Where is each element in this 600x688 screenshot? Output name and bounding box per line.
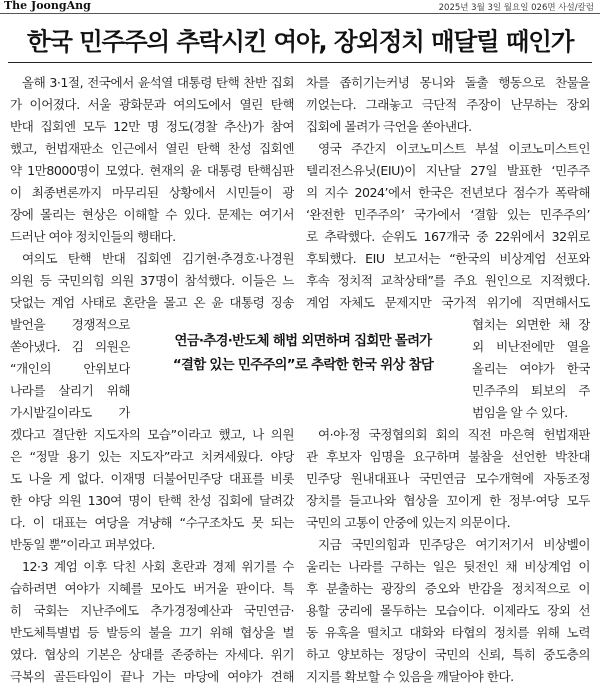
body-line: 하고 양보하는 정당이 국민의 신뢰, 특히 중도층의 [306, 647, 590, 662]
body-line: 닷없는 계엄 사태로 혼란을 몰고 온 윤 대통령 징송 [10, 295, 294, 310]
body-line: 영국 주간지 이코노미스트 부설 이코노미스트인 [318, 141, 590, 156]
body-line: 이 최종변론까지 마무리된 상황에서 시민들이 광 [10, 185, 294, 200]
body-line: 반동일 뿐”이라고 퍼부었다. [10, 537, 155, 552]
body-line: 히 국회는 지난주에도 추가경정예산과 국민연금· [10, 603, 294, 618]
body-line: 텔리전스유닛(EIU)이 지난달 27일 발표한 ‘민주주 [306, 163, 590, 178]
body-line: 끼얹는다. 그래놓고 극단적 주장이 난무하는 장외 [306, 97, 590, 112]
body-line: 협치는 외면한 채 장 [472, 317, 590, 332]
body-line: 올해 3·1절, 전국에서 윤석열 대통령 탄핵 찬반 집회 [22, 75, 294, 90]
body-line: 집회에 몰려가 극언을 쏟아낸다. [306, 119, 472, 134]
body-line: 국민의 고통이 안중에 있는지 의문이다. [306, 515, 511, 530]
body-line: 올리는 여야가 한국 [472, 361, 590, 376]
body-line: 약 1만8000명이 모였다. 현재의 윤 대통령 탄핵심판 [10, 163, 294, 178]
body-line: 겠다고 결단한 지도자의 모습”이라고 했고, 나 의원 [10, 427, 294, 442]
body-line: 발언을 경쟁적으로 [10, 317, 130, 332]
body-line: 여·야·정 국정협의회 회의 직전 마은혁 헌법재판 [318, 427, 590, 442]
body-line: 반도체특별법 등 발등의 불을 끄기 위해 협상을 벌 [10, 625, 294, 640]
body-line: ‘완전한 민주주의’ 국가에서 ‘결함 있는 민주주의’ [306, 207, 590, 222]
headline-rule [8, 62, 592, 63]
body-line: 했고, 헌법재판소 인근에서 열린 탄핵 찬성 집회엔 [10, 141, 294, 156]
editorial-headline: 한국 민주주의 추락시킨 여야, 장외정치 매달릴 때인가 [26, 27, 574, 56]
body-line: 민주당 원내대표나 국민연금 모수개혁에 자동조정 [306, 471, 590, 486]
body-line: 계엄 자체도 문제지만 국가적 위기에 직면해서도 [306, 295, 590, 310]
body-line: 용할 궁리에 몰두하는 모습이다. 이제라도 장외 선 [306, 603, 590, 618]
body-line: 의 지수 2024’에서 한국은 전년보다 점수가 폭락해 [306, 185, 590, 200]
body-line: 범임을 알 수 있다. [472, 405, 568, 420]
body-line: 습하려면 여야가 지혜를 모아도 버거울 판이다. 특 [10, 581, 294, 596]
body-line: 민주주의 퇴보의 주 [472, 383, 590, 398]
body-line: 후속 정치적 교착상태”를 주요 원인으로 지적했다. [306, 273, 590, 288]
body-line: 후 분출하는 광장의 증오와 반감을 정치적으로 이 [306, 581, 590, 596]
body-line: 12·3 계엄 이후 닥친 사회 혼란과 경제 위기를 수 [22, 559, 294, 574]
body-line: “개인의 안위보다 [10, 361, 130, 376]
body-line: 의원 등 국민의힘 의원 37명이 참석했다. 이들은 느 [10, 273, 294, 288]
body-line: 관 후보자 임명을 요구하며 불참을 선언한 박찬대 [306, 449, 590, 464]
body-line: 여의도 탄핵 반대 집회엔 김기현·추경호·나경원 [22, 251, 294, 266]
body-line: 후퇴했다. EIU 보고서는 “한국의 비상계엄 선포와 [306, 251, 590, 266]
body-line: 도 나을 게 없다. 이재명 더불어민주당 대표를 비롯 [10, 471, 294, 486]
pull-quote-line-2: “결함 있는 민주주의”로 추락한 한국 위상 참담 [172, 358, 434, 373]
body-line: 쏟아냈다. 김 의원은 [10, 339, 130, 354]
body-line: 였다. 협상의 기본은 상대를 존중하는 자세다. 위기 [10, 647, 294, 662]
body-line: 반대 집회엔 모두 12만 명 정도(경찰 추산)가 참여 [10, 119, 294, 134]
body-line: 차를 좁히기는커녕 몽니와 돌출 행동으로 찬물을 [306, 75, 590, 90]
body-line: 지금 국민의힘과 민주당은 여기저기서 비상벨이 [318, 537, 590, 552]
body-line: 장치를 들고나와 협상을 꼬이게 한 정부·여당 모두 [306, 493, 590, 508]
body-line: 가시밭길이라도 가 [10, 405, 130, 420]
masthead [0, 0, 600, 14]
body-line: 은 “정말 용기 있는 지도자”라고 치켜세웠다. 야당 [10, 449, 294, 464]
body-line: 다. 이 대표는 여당을 겨냥해 “수구조차도 못 되는 [10, 515, 294, 530]
body-line: 극복의 골든타임이 끝나 가는 마당에 여야가 견해 [10, 669, 294, 684]
body-line: 동 유혹을 떨치고 대화와 타협의 정치를 위해 노력 [306, 625, 590, 640]
body-line: 울리는 나라를 구하는 일은 뒷전인 채 비상계엄 이 [306, 559, 590, 574]
body-line: 장에 몰리는 현상은 이해할 수 있다. 문제는 여기서 [10, 207, 294, 222]
pull-quote [140, 330, 466, 386]
newspaper-logo: The JoongAng [4, 0, 91, 12]
body-line: 나라를 살리기 위해 [10, 383, 130, 398]
pull-quote-line-1: 연금·추경·반도체 해법 외면하며 집회만 몰려가 [174, 334, 432, 349]
body-line: 외 비난전에만 열을 [472, 339, 590, 354]
body-line: 드러난 여야 정치인들의 행태다. [10, 229, 176, 244]
body-line: 가 이어졌다. 서울 광화문과 여의도에서 열린 탄핵 [10, 97, 294, 112]
body-line: 지지를 확보할 수 있음을 깨달아야 한다. [306, 669, 514, 684]
dateline: 2025년 3월 3일 월요일 026면 사설/칼럼 [438, 3, 594, 13]
body-line: 로 추락했다. 순위도 167개국 중 22위에서 32위로 [306, 229, 590, 244]
body-line: 한 야당 의원 130여 명이 탄핵 찬성 집회에 달려갔 [10, 493, 294, 508]
